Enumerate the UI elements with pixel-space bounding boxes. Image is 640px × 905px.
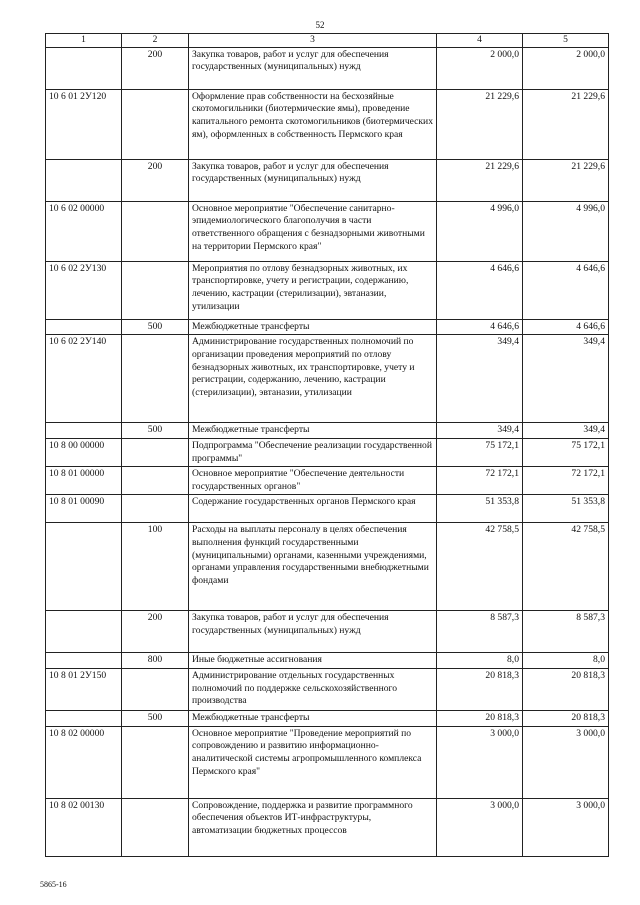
- row-code: [46, 711, 122, 727]
- row-value-col4: 42 758,5: [437, 523, 523, 611]
- row-name: Содержание государственных органов Пермского края: [189, 495, 437, 523]
- row-name: Расходы на выплаты персоналу в целях обеспечения выполнения функций государственными (муниципальными) органами, казенными учреждениями, органами управления государственными внебюджетными фондами: [189, 523, 437, 611]
- row-code: 10 8 01 00090: [46, 495, 122, 523]
- table-row: [46, 159, 609, 201]
- column-header-3: 3: [189, 34, 437, 48]
- table-row: [46, 653, 609, 669]
- table-row: [46, 669, 609, 711]
- table-row: [46, 261, 609, 319]
- row-value-col5: 42 758,5: [523, 523, 609, 611]
- table-row: [46, 423, 609, 439]
- row-code: 10 6 02 00000: [46, 201, 122, 261]
- row-value-col4: 4 646,6: [437, 319, 523, 335]
- row-name: Основное мероприятие "Обеспечение санитарно-эпидемиологического благополучия в части ответственного обращения с безнадзорными животными на территории Пермского края": [189, 201, 437, 261]
- row-value-col4: 51 353,8: [437, 495, 523, 523]
- row-value-col4: 8,0: [437, 653, 523, 669]
- row-value-col5: 72 172,1: [523, 467, 609, 495]
- row-name: Иные бюджетные ассигнования: [189, 653, 437, 669]
- column-header-5: 5: [523, 34, 609, 48]
- table-row: [46, 523, 609, 611]
- row-value-col5: 3 000,0: [523, 726, 609, 798]
- row-value-col4: 349,4: [437, 423, 523, 439]
- row-name: Закупка товаров, работ и услуг для обеспечения государственных (муниципальных) нужд: [189, 47, 437, 89]
- row-expense-type: [122, 89, 189, 159]
- row-name: Межбюджетные трансферты: [189, 423, 437, 439]
- row-value-col5: 349,4: [523, 423, 609, 439]
- row-code: [46, 611, 122, 653]
- budget-table: [45, 33, 609, 857]
- row-code: [46, 423, 122, 439]
- row-value-col4: 2 000,0: [437, 47, 523, 89]
- row-name: Сопровождение, поддержка и развитие программного обеспечения объектов ИТ-инфраструктуры, автоматизации бюджетных процессов: [189, 798, 437, 856]
- document-code: 5865-16: [40, 880, 67, 889]
- table-row: [46, 798, 609, 856]
- row-expense-type: 200: [122, 47, 189, 89]
- row-value-col4: 4 996,0: [437, 201, 523, 261]
- row-code: [46, 319, 122, 335]
- row-code: 10 8 01 00000: [46, 467, 122, 495]
- row-value-col5: 20 818,3: [523, 711, 609, 727]
- row-code: 10 8 00 00000: [46, 438, 122, 466]
- row-value-col5: 8,0: [523, 653, 609, 669]
- row-value-col4: 72 172,1: [437, 467, 523, 495]
- row-value-col4: 21 229,6: [437, 89, 523, 159]
- table-row: [46, 467, 609, 495]
- row-expense-type: 200: [122, 611, 189, 653]
- table-row: [46, 495, 609, 523]
- row-value-col4: 349,4: [437, 335, 523, 423]
- column-header-2: 2: [122, 34, 189, 48]
- row-value-col4: 3 000,0: [437, 798, 523, 856]
- table-row: [46, 89, 609, 159]
- row-value-col5: 21 229,6: [523, 89, 609, 159]
- row-expense-type: 500: [122, 423, 189, 439]
- row-name: Закупка товаров, работ и услуг для обеспечения государственных (муниципальных) нужд: [189, 159, 437, 201]
- row-name: Мероприятия по отлову безнадзорных животных, их транспортировке, учету и регистрации, содержанию, лечению, кастрации (стерилизации), эвтаназии, утилизации: [189, 261, 437, 319]
- column-number-row: [46, 34, 609, 48]
- row-value-col5: 2 000,0: [523, 47, 609, 89]
- row-value-col4: 21 229,6: [437, 159, 523, 201]
- row-expense-type: [122, 201, 189, 261]
- row-code: 10 6 02 2У140: [46, 335, 122, 423]
- row-expense-type: 200: [122, 159, 189, 201]
- row-expense-type: [122, 495, 189, 523]
- row-expense-type: 800: [122, 653, 189, 669]
- row-name: Межбюджетные трансферты: [189, 319, 437, 335]
- table-row: [46, 726, 609, 798]
- row-value-col5: 20 818,3: [523, 669, 609, 711]
- table-row: [46, 319, 609, 335]
- table-row: [46, 611, 609, 653]
- row-name: Оформление прав собственности на бесхозяйные скотомогильники (биотермические ямы), проведение капитального ремонта скотомогильников (биотермических ям), оформленных в собственность Пермского края: [189, 89, 437, 159]
- row-code: 10 8 02 00000: [46, 726, 122, 798]
- row-name: Подпрограмма "Обеспечение реализации государственной программы": [189, 438, 437, 466]
- row-expense-type: 500: [122, 711, 189, 727]
- row-value-col5: 51 353,8: [523, 495, 609, 523]
- row-name: Администрирование государственных полномочий по организации проведения мероприятий по отлову безнадзорных животных, их транспортировке, учету и регистрации, содержанию, лечению, кастрации (стерилизации), эвтаназии, утилизации: [189, 335, 437, 423]
- row-value-col4: 3 000,0: [437, 726, 523, 798]
- row-name: Закупка товаров, работ и услуг для обеспечения государственных (муниципальных) нужд: [189, 611, 437, 653]
- row-code: [46, 47, 122, 89]
- row-value-col5: 349,4: [523, 335, 609, 423]
- column-header-1: 1: [46, 34, 122, 48]
- table-row: [46, 711, 609, 727]
- row-value-col5: 3 000,0: [523, 798, 609, 856]
- row-expense-type: [122, 438, 189, 466]
- row-code: 10 6 01 2У120: [46, 89, 122, 159]
- table-row: [46, 47, 609, 89]
- table-row: [46, 335, 609, 423]
- row-expense-type: 100: [122, 523, 189, 611]
- row-expense-type: [122, 467, 189, 495]
- row-value-col4: 75 172,1: [437, 438, 523, 466]
- row-code: [46, 159, 122, 201]
- row-value-col4: 4 646,6: [437, 261, 523, 319]
- row-value-col5: 75 172,1: [523, 438, 609, 466]
- row-value-col5: 8 587,3: [523, 611, 609, 653]
- row-code: [46, 523, 122, 611]
- row-code: [46, 653, 122, 669]
- page-number: 52: [315, 20, 325, 30]
- row-name: Администрирование отдельных государственных полномочий по поддержке сельскохозяйственного производства: [189, 669, 437, 711]
- row-expense-type: 500: [122, 319, 189, 335]
- row-code: 10 6 02 2У130: [46, 261, 122, 319]
- row-name: Межбюджетные трансферты: [189, 711, 437, 727]
- row-code: 10 8 02 00130: [46, 798, 122, 856]
- row-code: 10 8 01 2У150: [46, 669, 122, 711]
- row-expense-type: [122, 798, 189, 856]
- row-expense-type: [122, 726, 189, 798]
- column-header-4: 4: [437, 34, 523, 48]
- row-value-col5: 4 996,0: [523, 201, 609, 261]
- table-row: [46, 201, 609, 261]
- row-expense-type: [122, 335, 189, 423]
- row-expense-type: [122, 261, 189, 319]
- row-value-col4: 20 818,3: [437, 711, 523, 727]
- row-value-col4: 20 818,3: [437, 669, 523, 711]
- row-value-col5: 4 646,6: [523, 319, 609, 335]
- table-row: [46, 438, 609, 466]
- row-name: Основное мероприятие "Проведение мероприятий по сопровождению и развитию информационно-аналитической системы агропромышленного комплекса Пермского края": [189, 726, 437, 798]
- row-value-col5: 21 229,6: [523, 159, 609, 201]
- row-name: Основное мероприятие "Обеспечение деятельности государственных органов": [189, 467, 437, 495]
- row-value-col4: 8 587,3: [437, 611, 523, 653]
- row-value-col5: 4 646,6: [523, 261, 609, 319]
- row-expense-type: [122, 669, 189, 711]
